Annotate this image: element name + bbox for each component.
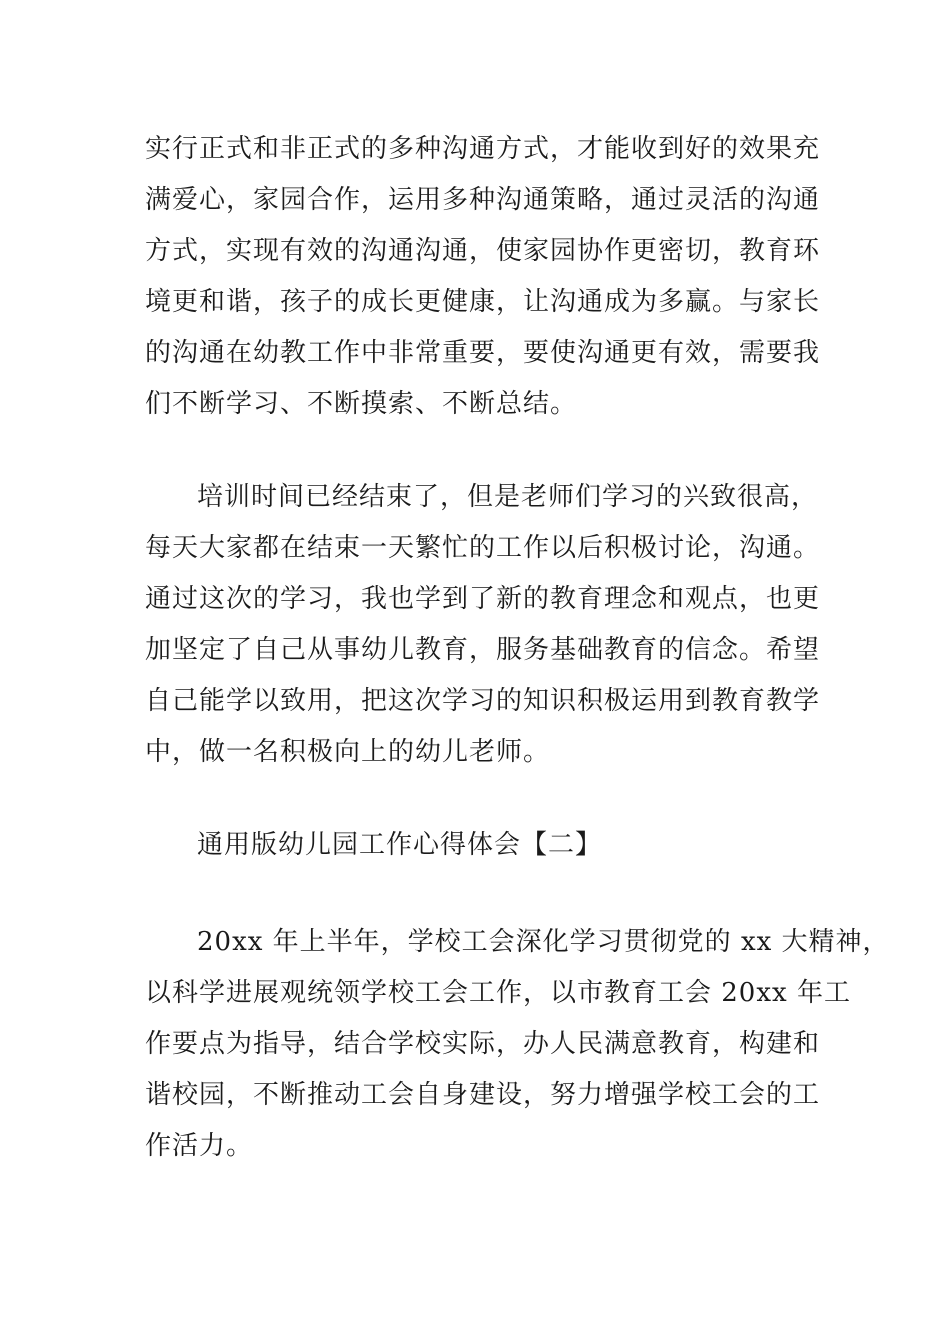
text-line: 自己能学以致用，把这次学习的知识积极运用到教育教学	[145, 686, 821, 716]
text-line: 们不断学习、不断摸索、不断总结。	[145, 389, 578, 419]
text-line: 境更和谐，孩子的成长更健康，让沟通成为多赢。与家长	[145, 287, 821, 317]
text-line: 谐校园，不断推动工会自身建设，努力增强学校工会的工	[145, 1080, 821, 1110]
text-line: 作要点为指导，结合学校实际，办人民满意教育，构建和	[145, 1029, 821, 1059]
text-line: 中，做一名积极向上的幼儿老师。	[145, 737, 551, 767]
text-line: 作活力。	[145, 1131, 254, 1161]
text-line: 20xx 年上半年，学校工会深化学习贯彻党的 xx 大精神，	[197, 927, 890, 957]
text-line: 的沟通在幼教工作中非常重要，要使沟通更有效，需要我	[145, 338, 821, 368]
text-line: 实行正式和非正式的多种沟通方式，才能收到好的效果充	[145, 134, 821, 164]
text-line: 以科学进展观统领学校工会工作，以市教育工会 20xx 年工	[145, 978, 851, 1008]
text-line: 通过这次的学习，我也学到了新的教育理念和观点，也更	[145, 584, 821, 614]
section-heading	[145, 820, 815, 871]
text-line: 方式，实现有效的沟通沟通，使家园协作更密切，教育环	[145, 236, 821, 266]
section-heading-text: 通用版幼儿园工作心得体会【二】	[197, 830, 603, 860]
text-line: 每天大家都在结束一天繁忙的工作以后积极讨论，沟通。	[145, 533, 821, 563]
paragraph-union-work	[145, 917, 890, 1172]
paragraph-training	[145, 472, 821, 778]
text-line: 满爱心，家园合作，运用多种沟通策略，通过灵活的沟通	[145, 185, 821, 215]
paragraph-communication	[145, 124, 821, 430]
text-line: 培训时间已经结束了，但是老师们学习的兴致很高，	[197, 482, 819, 512]
text-line: 加坚定了自己从事幼儿教育，服务基础教育的信念。希望	[145, 635, 821, 665]
